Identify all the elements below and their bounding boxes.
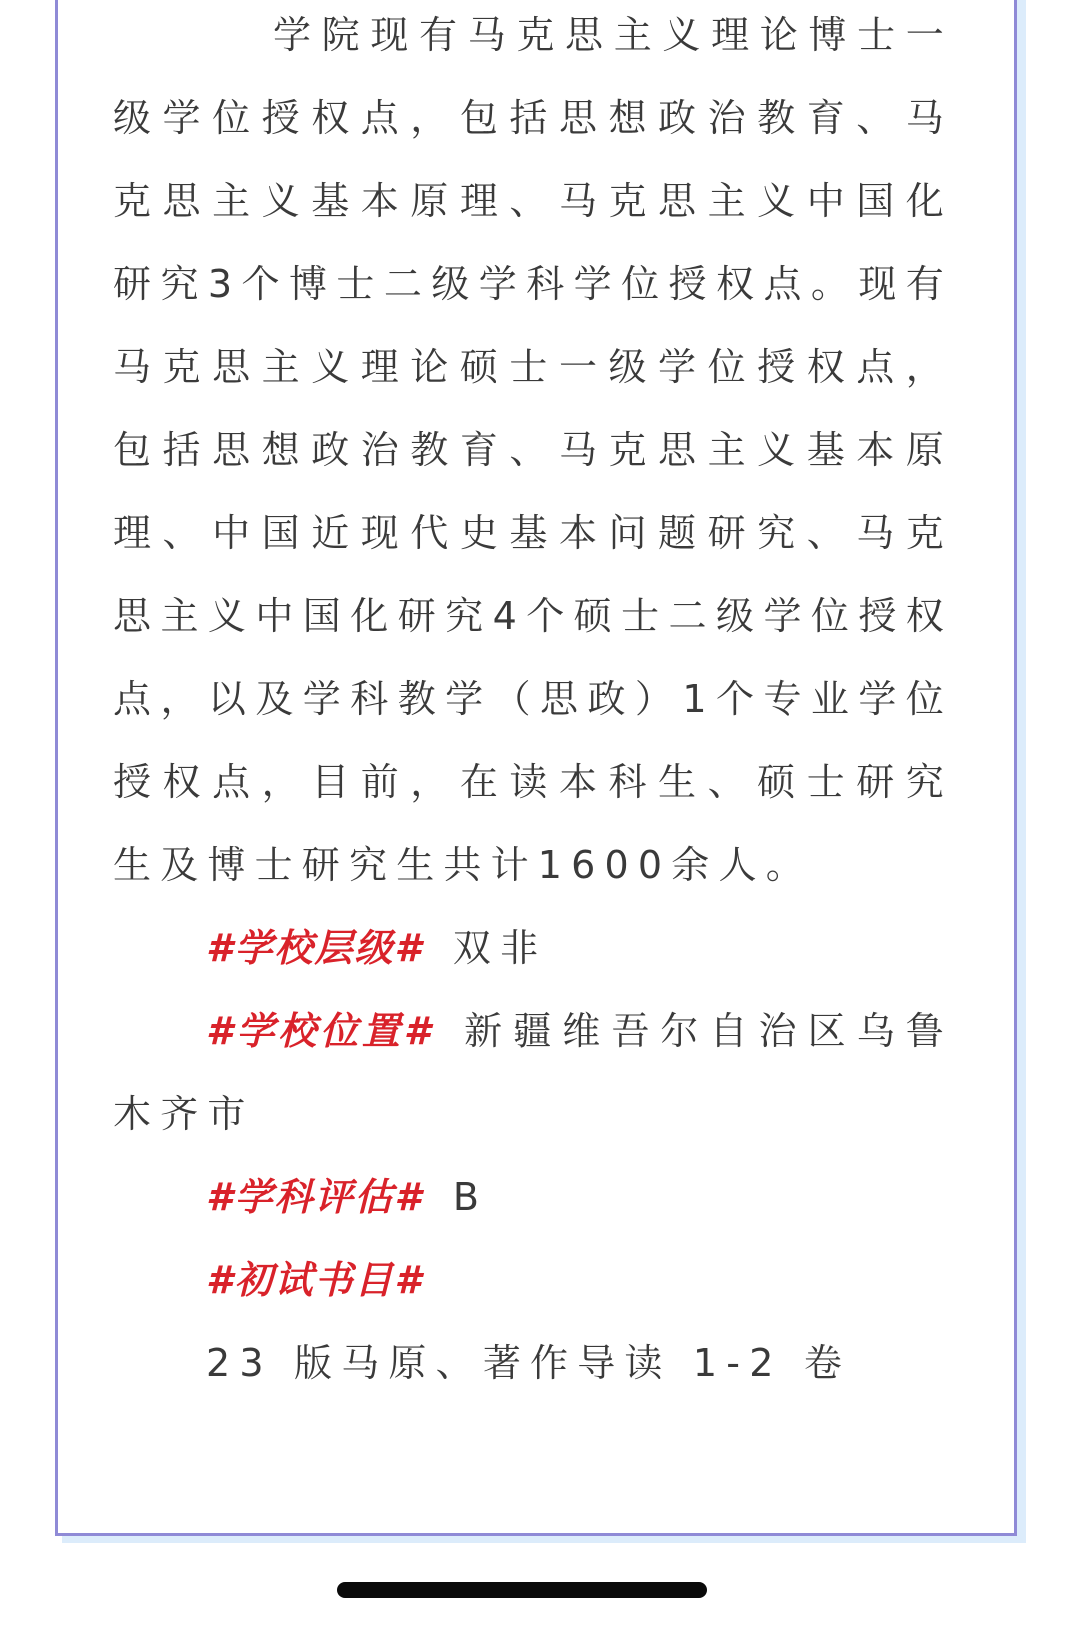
discipline-evaluation-line xyxy=(113,1156,953,1239)
discipline-evaluation-value: B xyxy=(452,1175,489,1219)
school-location-line xyxy=(113,990,953,1156)
school-level-tag: #学校层级# xyxy=(206,926,423,970)
school-level-line xyxy=(113,907,953,990)
school-location-tag: #学校位置# xyxy=(206,1009,433,1053)
exam-books-line xyxy=(113,1239,953,1322)
school-location-value: 新疆维吾尔自治区乌鲁木齐市 xyxy=(113,1009,953,1136)
discipline-evaluation-tag: #学科评估# xyxy=(206,1175,423,1219)
exam-books-tag: #初试书目# xyxy=(206,1258,423,1302)
school-level-value: 双非 xyxy=(452,926,548,970)
article-content xyxy=(113,0,953,1405)
intro-paragraph: 学院现有马克思主义理论博士一级学位授权点，包括思想政治教育、马克思主义基本原理、马克思主义中国化研究3个博士二级学科学位授权点。现有马克思主义理论硕士一级学位授权点，包括思想政治教育、马克思主义基本原理、中国近现代史基本问题研究、马克思主义中国化研究4个硕士二级学位授权点，以及学科教学（思政）1个专业学位授权点，目前，在读本科生、硕士研究生及博士研究生共计1600余人。 xyxy=(113,13,953,887)
exam-books-value: 23 版马原、著作导读 1-2 卷 xyxy=(206,1341,852,1385)
home-indicator[interactable] xyxy=(337,1582,707,1598)
